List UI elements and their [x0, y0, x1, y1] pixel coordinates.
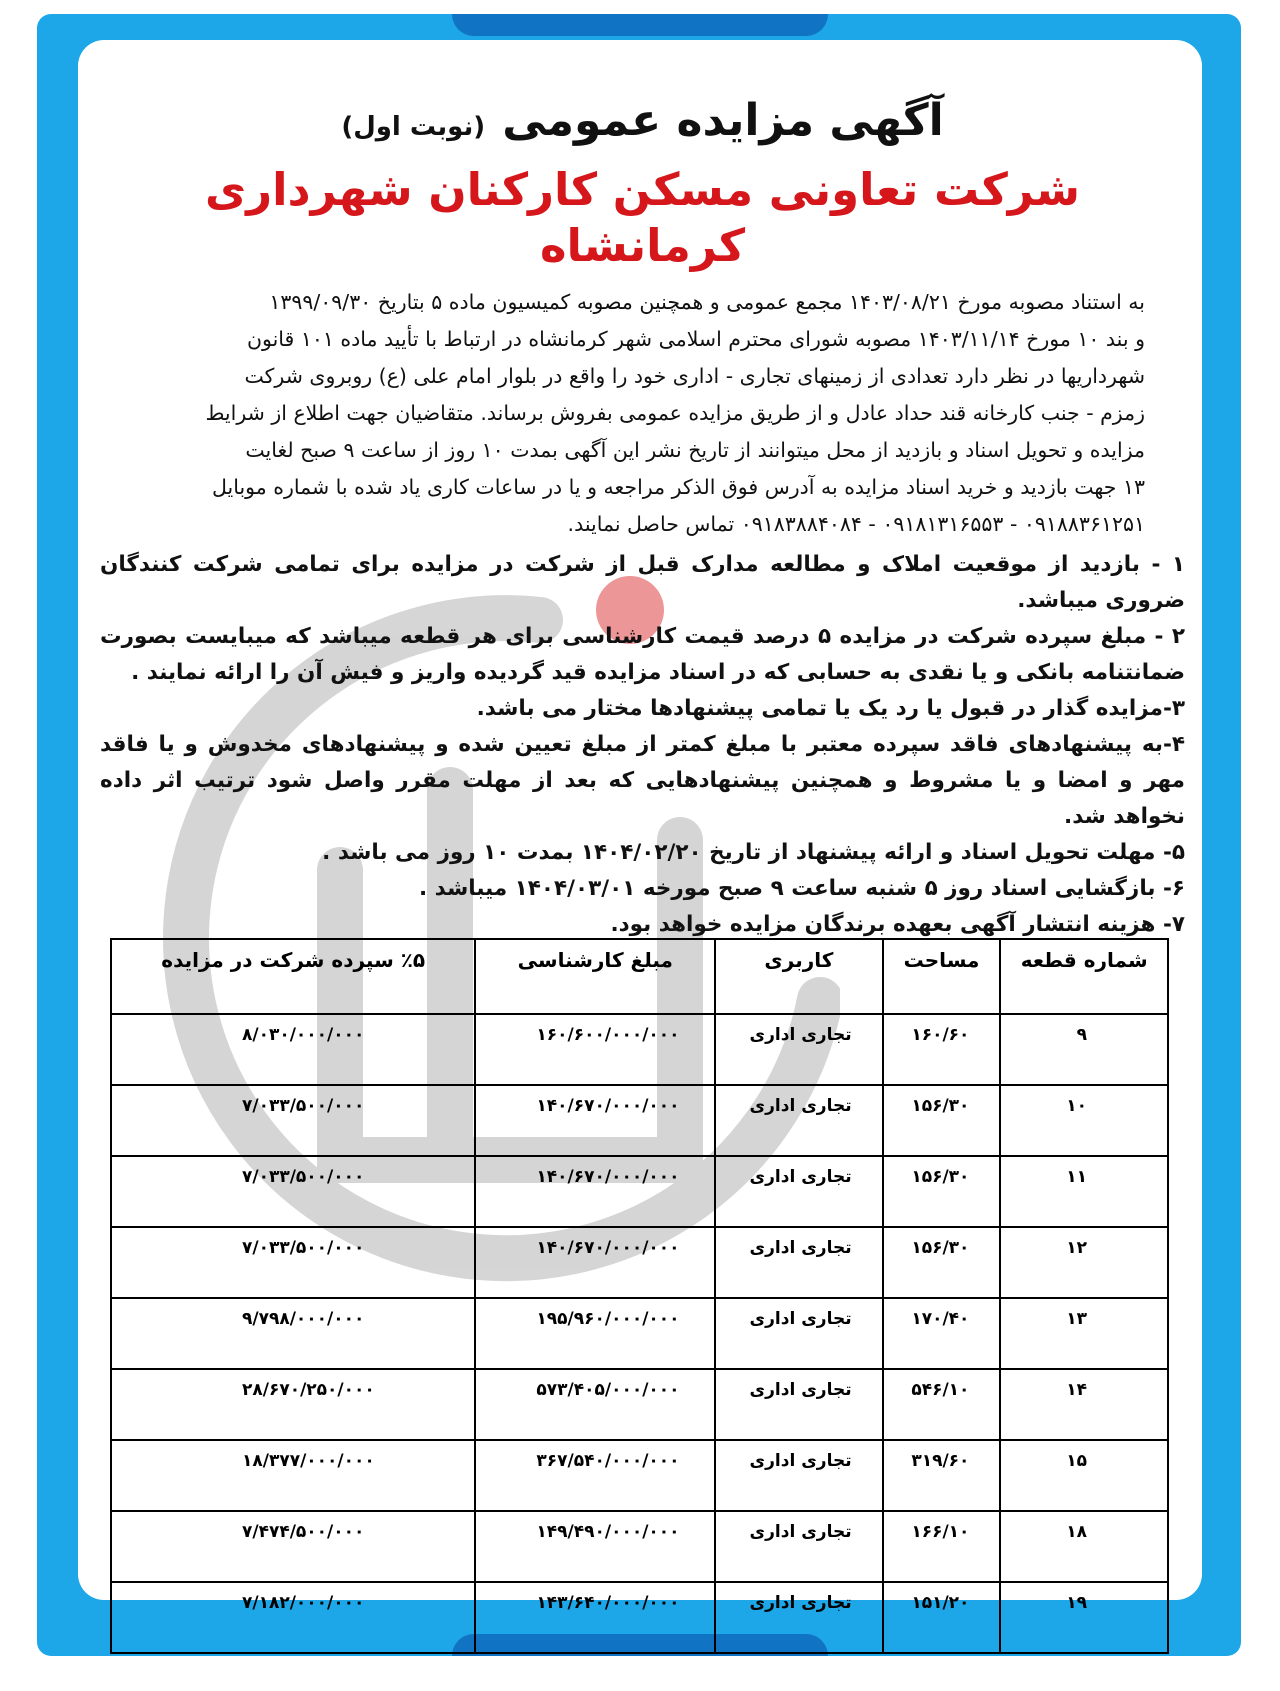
cell-expert-price: ۳۶۷/۵۴۰/۰۰۰/۰۰۰	[475, 1440, 715, 1511]
ad-round: (نوبت اول)	[341, 112, 486, 142]
condition-item: ۷- هزینه انتشار آگهی بعهده برندگان مزایده خواهد بود.	[610, 912, 1185, 938]
cell-expert-price: ۱۹۵/۹۶۰/۰۰۰/۰۰۰	[475, 1298, 715, 1369]
cell-usage: تجاری اداری	[715, 1156, 882, 1227]
cell-usage: تجاری اداری	[715, 1085, 882, 1156]
cell-usage: تجاری اداری	[715, 1227, 882, 1298]
table-row	[111, 1227, 1168, 1298]
header-usage: کاربری	[715, 939, 882, 1014]
cell-expert-price: ۱۴۳/۶۴۰/۰۰۰/۰۰۰	[475, 1582, 715, 1653]
intro-paragraph	[130, 284, 1145, 543]
cell-deposit: ۸/۰۳۰/۰۰۰/۰۰۰	[111, 1014, 475, 1085]
cell-deposit: ۷/۰۳۳/۵۰۰/۰۰۰	[111, 1085, 475, 1156]
cell-expert-price: ۱۴۰/۶۷۰/۰۰۰/۰۰۰	[475, 1227, 715, 1298]
table-row	[111, 1156, 1168, 1227]
cell-expert-price: ۵۷۳/۴۰۵/۰۰۰/۰۰۰	[475, 1369, 715, 1440]
table-header-row	[111, 939, 1168, 1014]
cell-area: ۱۷۰/۴۰	[883, 1298, 1001, 1369]
cell-area: ۱۵۶/۳۰	[883, 1085, 1001, 1156]
cell-expert-price: ۱۴۹/۴۹۰/۰۰۰/۰۰۰	[475, 1511, 715, 1582]
cell-usage: تجاری اداری	[715, 1014, 882, 1085]
cell-deposit: ۷/۴۷۴/۵۰۰/۰۰۰	[111, 1511, 475, 1582]
cell-lot-no: ۱۱	[1000, 1156, 1168, 1227]
header-deposit: ٪۵ سپرده شرکت در مزایده	[111, 939, 475, 1014]
condition-item: ۴-به پیشنهادهای فاقد سپرده معتبر با مبلغ کمتر از مبلغ تعیین شده و پیشنهادهای مخدوش و یا فاقد مهر و امضا و یا مشروط و همچنین پیشنهادهایی که بعد از مهلت مقرر واصل شود ترتیب اثر داده نخواهد شد.	[100, 732, 1185, 830]
cell-area: ۱۶۰/۶۰	[883, 1014, 1001, 1085]
cell-usage: تجاری اداری	[715, 1440, 882, 1511]
cell-deposit: ۱۸/۳۷۷/۰۰۰/۰۰۰	[111, 1440, 475, 1511]
conditions-list	[100, 547, 1185, 943]
cell-usage: تجاری اداری	[715, 1582, 882, 1653]
intro-line: ۰۹۱۸۸۳۶۱۲۵۱ - ۰۹۱۸۱۳۱۶۵۵۳ - ۰۹۱۸۳۸۸۴۰۸۴ تماس حاصل نمایند.	[567, 512, 1145, 537]
cell-expert-price: ۱۶۰/۶۰۰/۰۰۰/۰۰۰	[475, 1014, 715, 1085]
cell-deposit: ۷/۱۸۲/۰۰۰/۰۰۰	[111, 1582, 475, 1653]
table-row	[111, 1582, 1168, 1653]
organization-name: شرکت تعاونی مسکن کارکنان شهرداری کرمانشاه	[204, 162, 1081, 273]
cell-area: ۱۵۱/۲۰	[883, 1582, 1001, 1653]
cell-usage: تجاری اداری	[715, 1511, 882, 1582]
table-row	[111, 1014, 1168, 1085]
table-row	[111, 1298, 1168, 1369]
cell-deposit: ۹/۷۹۸/۰۰۰/۰۰۰	[111, 1298, 475, 1369]
cell-lot-no: ۱۲	[1000, 1227, 1168, 1298]
table-row	[111, 1085, 1168, 1156]
intro-line: به استناد مصوبه مورخ ۱۴۰۳/۰۸/۲۱ مجمع عمومی و همچنین مصوبه کمیسیون ماده ۵ بتاریخ ۱۳۹۹/۰۹/۳۰	[269, 290, 1145, 315]
cell-usage: تجاری اداری	[715, 1298, 882, 1369]
cell-lot-no: ۱۴	[1000, 1369, 1168, 1440]
cell-area: ۱۵۶/۳۰	[883, 1156, 1001, 1227]
table-row	[111, 1369, 1168, 1440]
cell-lot-no: ۱۸	[1000, 1511, 1168, 1582]
ad-headline	[100, 95, 1185, 148]
cell-lot-no: ۹	[1000, 1014, 1168, 1085]
intro-line: مزایده و تحویل اسناد و بازدید از محل میتوانند از تاریخ نشر این آگهی بمدت ۱۰ روز از ساعت ۹ صبح لغایت	[245, 438, 1145, 463]
intro-line: ۱۳ جهت بازدید و خرید اسناد مزایده به آدرس فوق الذکر مراجعه و یا در ساعات کاری یاد شده با شماره موبایل	[211, 475, 1145, 500]
cell-area: ۱۵۶/۳۰	[883, 1227, 1001, 1298]
cell-lot-no: ۱۹	[1000, 1582, 1168, 1653]
cell-deposit: ۷/۰۳۳/۵۰۰/۰۰۰	[111, 1156, 475, 1227]
cell-lot-no: ۱۳	[1000, 1298, 1168, 1369]
condition-item: ۲ - مبلغ سپرده شرکت در مزایده ۵ درصد قیمت کارشناسی برای هر قطعه میباشد که میبایست بصورت ضمانتنامه بانکی و یا نقدی به حسابی که در اسناد مزایده قید گردیده واریز و فیش آن را ارائه نمایند .	[100, 624, 1185, 686]
intro-line: زمزم - جنب کارخانه قند حداد عادل و از طریق مزایده عمومی بفروش برساند. متقاضیان جهت اطلاع از شرایط	[205, 401, 1145, 426]
lots-table	[110, 938, 1169, 1654]
ad-content	[100, 95, 1185, 943]
cell-area: ۵۴۶/۱۰	[883, 1369, 1001, 1440]
intro-line: شهرداریها در نظر دارد تعدادی از زمینهای تجاری - اداری خود را واقع در بلوار امام علی (ع) روبروی شرکت	[244, 364, 1145, 389]
cell-usage: تجاری اداری	[715, 1369, 882, 1440]
condition-item: ۶- بازگشایی اسناد روز ۵ شنبه ساعت ۹ صبح مورخه ۱۴۰۴/۰۳/۰۱ میباشد .	[419, 876, 1185, 902]
cell-deposit: ۷/۰۳۳/۵۰۰/۰۰۰	[111, 1227, 475, 1298]
frame-top-tab	[452, 14, 828, 36]
cell-expert-price: ۱۴۰/۶۷۰/۰۰۰/۰۰۰	[475, 1085, 715, 1156]
cell-lot-no: ۱۰	[1000, 1085, 1168, 1156]
table-row	[111, 1511, 1168, 1582]
condition-item: ۳-مزایده گذار در قبول یا رد یک یا تمامی پیشنهادها مختار می باشد.	[476, 696, 1185, 722]
cell-area: ۳۱۹/۶۰	[883, 1440, 1001, 1511]
ad-title: آگهی مزایده عمومی	[502, 95, 944, 146]
cell-lot-no: ۱۵	[1000, 1440, 1168, 1511]
cell-expert-price: ۱۴۰/۶۷۰/۰۰۰/۰۰۰	[475, 1156, 715, 1227]
cell-area: ۱۶۶/۱۰	[883, 1511, 1001, 1582]
header-expert-price: مبلغ کارشناسی	[475, 939, 715, 1014]
header-lot-no: شماره قطعه	[1000, 939, 1168, 1014]
intro-line: و بند ۱۰ مورخ ۱۴۰۳/۱۱/۱۴ مصوبه شورای محترم اسلامی شهر کرمانشاه در ارتباط با تأیید ماده ۱۰۱ قانون	[246, 327, 1145, 352]
condition-item: ۵- مهلت تحویل اسناد و ارائه پیشنهاد از تاریخ ۱۴۰۴/۰۲/۲۰ بمدت ۱۰ روز می باشد .	[322, 840, 1185, 866]
table-row	[111, 1440, 1168, 1511]
condition-item: ۱ - بازدید از موقعیت املاک و مطالعه مدارک قبل از شرکت در مزایده برای تمامی شرکت کنندگان ضروری میباشد.	[100, 552, 1185, 614]
header-area: مساحت	[883, 939, 1001, 1014]
cell-deposit: ۲۸/۶۷۰/۲۵۰/۰۰۰	[111, 1369, 475, 1440]
